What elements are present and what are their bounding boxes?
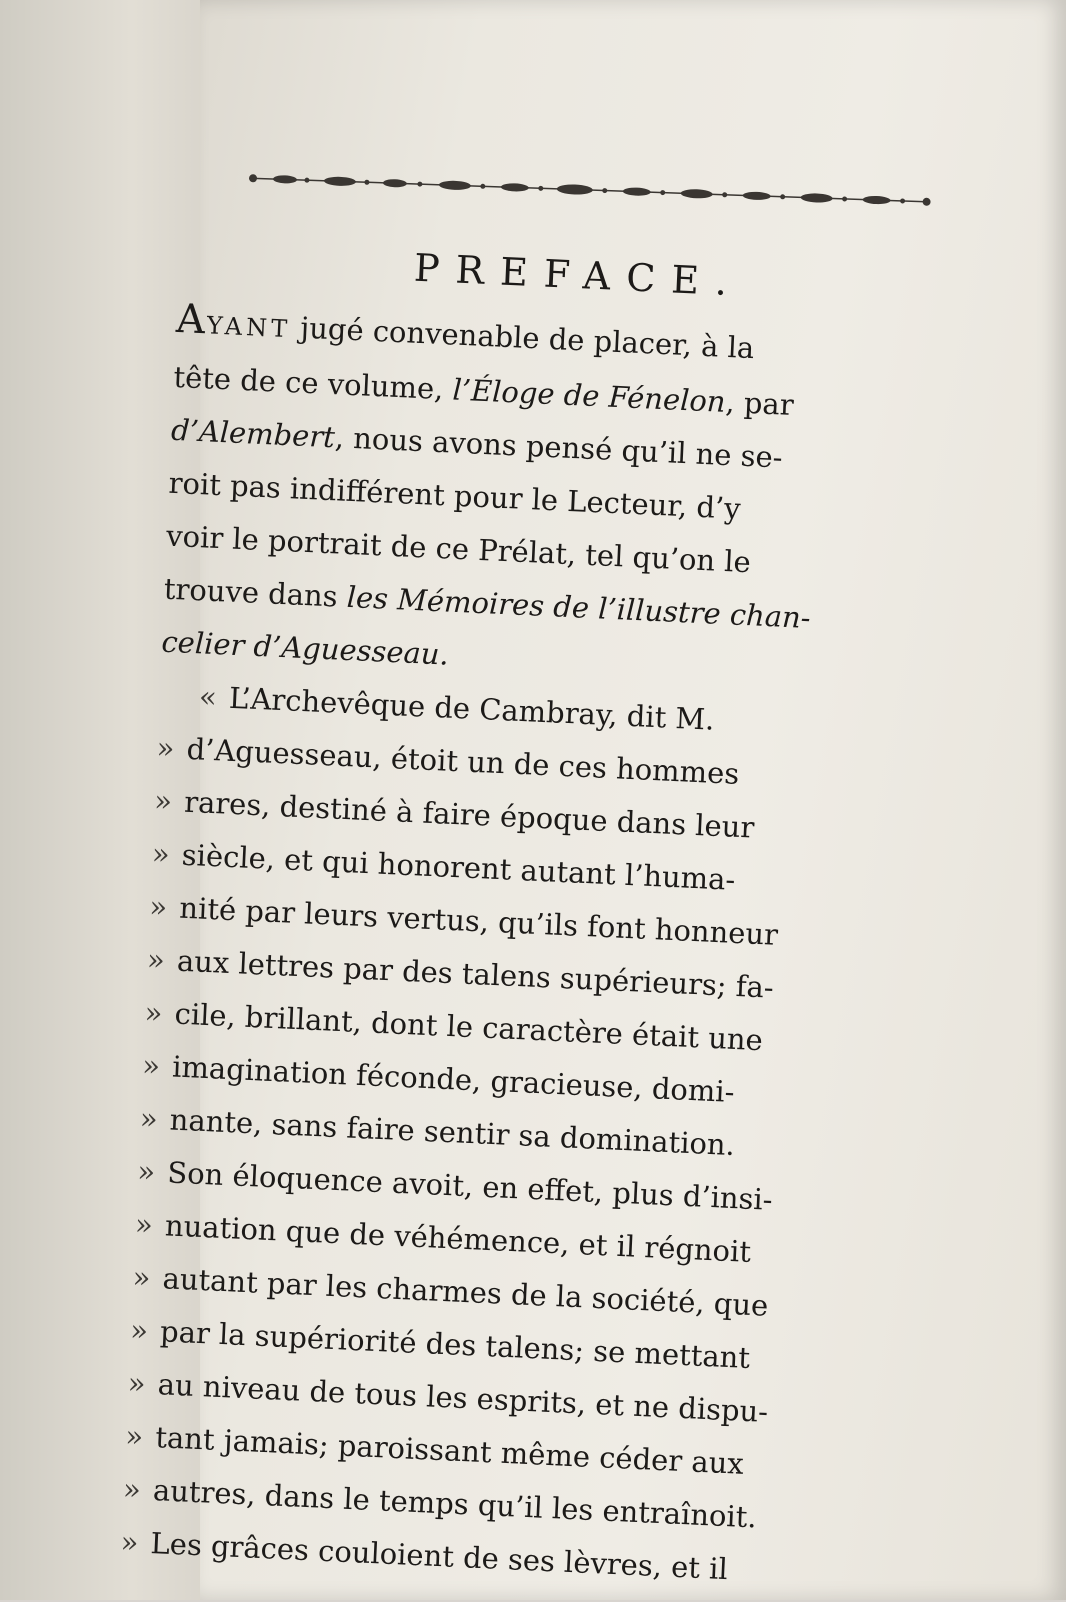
quote-text: tant jamais; paroissant même céder aux: [154, 1420, 745, 1481]
quote-text: L’Archevêque de Cambray, dit M.: [228, 680, 716, 737]
line-text: jugé convenable de placer, à la: [290, 310, 756, 366]
quote-mark: »: [153, 783, 173, 819]
quote-text: nuation que de véhémence, et il régnoit: [164, 1208, 752, 1269]
quote-text: par la supériorité des talens; se mettant: [159, 1314, 751, 1375]
italic-author: d’Alembert: [170, 412, 336, 455]
line-text: , par: [724, 384, 795, 422]
quote-mark: »: [141, 1048, 161, 1083]
quote-mark: »: [151, 836, 171, 872]
quote-text: Les grâces couloient de ses lèvres, et il: [149, 1526, 729, 1587]
quote-mark: »: [134, 1206, 154, 1242]
quote-text: imagination féconde, gracieuse, domi-: [171, 1049, 736, 1110]
italic-title: les Mémoires de l’illustre chan-: [346, 579, 812, 635]
quote-mark: »: [127, 1365, 147, 1401]
quote-mark: «: [198, 679, 218, 715]
quote-text: d’Aguesseau, étoit un de ces hommes: [185, 731, 740, 791]
italic-title: l’Éloge de Fénelon: [451, 372, 727, 419]
page-title: PREFACE.: [413, 245, 745, 305]
text-line: roit pas indifférent pour le Lecteur, d’y: [167, 465, 742, 526]
intro-paragraph: [160, 293, 916, 702]
quote-mark: »: [139, 1101, 159, 1136]
quote-mark: »: [131, 1259, 152, 1295]
quote-mark: »: [124, 1418, 144, 1454]
quote-text: aux lettres par des talens supérieurs; fa-: [176, 943, 775, 1005]
quote-text: Son éloquence avoit, en effet, plus d’insi-: [166, 1155, 774, 1217]
italic-title: celier d’Aguesseau.: [160, 624, 450, 672]
quote-text: autres, dans le temps qu’il les entraînoit.: [152, 1473, 758, 1535]
line-text: , nous avons pensé qu’il ne se-: [334, 420, 784, 475]
quote-mark: »: [136, 1154, 156, 1189]
text-line: voir le portrait de ce Prélat, tel qu’on le: [165, 518, 752, 580]
quote-text: autant par les charmes de la société, que: [161, 1261, 769, 1323]
quote-text: cile, brillant, dont le caractère était une: [173, 996, 764, 1058]
quote-mark: »: [155, 730, 176, 766]
line-text: tête de ce volume,: [172, 359, 454, 407]
quote-text: siècle, et qui honorent autant l’huma-: [181, 837, 737, 897]
quote-mark: »: [143, 995, 164, 1030]
quote-mark: »: [119, 1524, 140, 1560]
quote-mark: »: [148, 889, 169, 925]
small-caps-word: YANT: [206, 311, 292, 344]
quote-text: au niveau de tous les esprits, et ne dispu-: [157, 1367, 769, 1429]
ornament-divider: [244, 160, 935, 220]
quote-paragraph: [119, 669, 899, 1602]
quote-text: nité par leurs vertus, qu’ils font honneur: [178, 890, 779, 952]
preface-text: [119, 235, 919, 1602]
quote-mark: »: [129, 1312, 149, 1348]
drop-letter: A: [175, 295, 209, 344]
quote-text: nante, sans faire sentir sa domination.: [169, 1102, 736, 1163]
quote-text: rares, destiné à faire époque dans leur: [183, 784, 756, 845]
line-text: trouve dans: [163, 571, 348, 614]
quote-mark: »: [146, 942, 166, 978]
quote-mark: »: [122, 1471, 142, 1507]
